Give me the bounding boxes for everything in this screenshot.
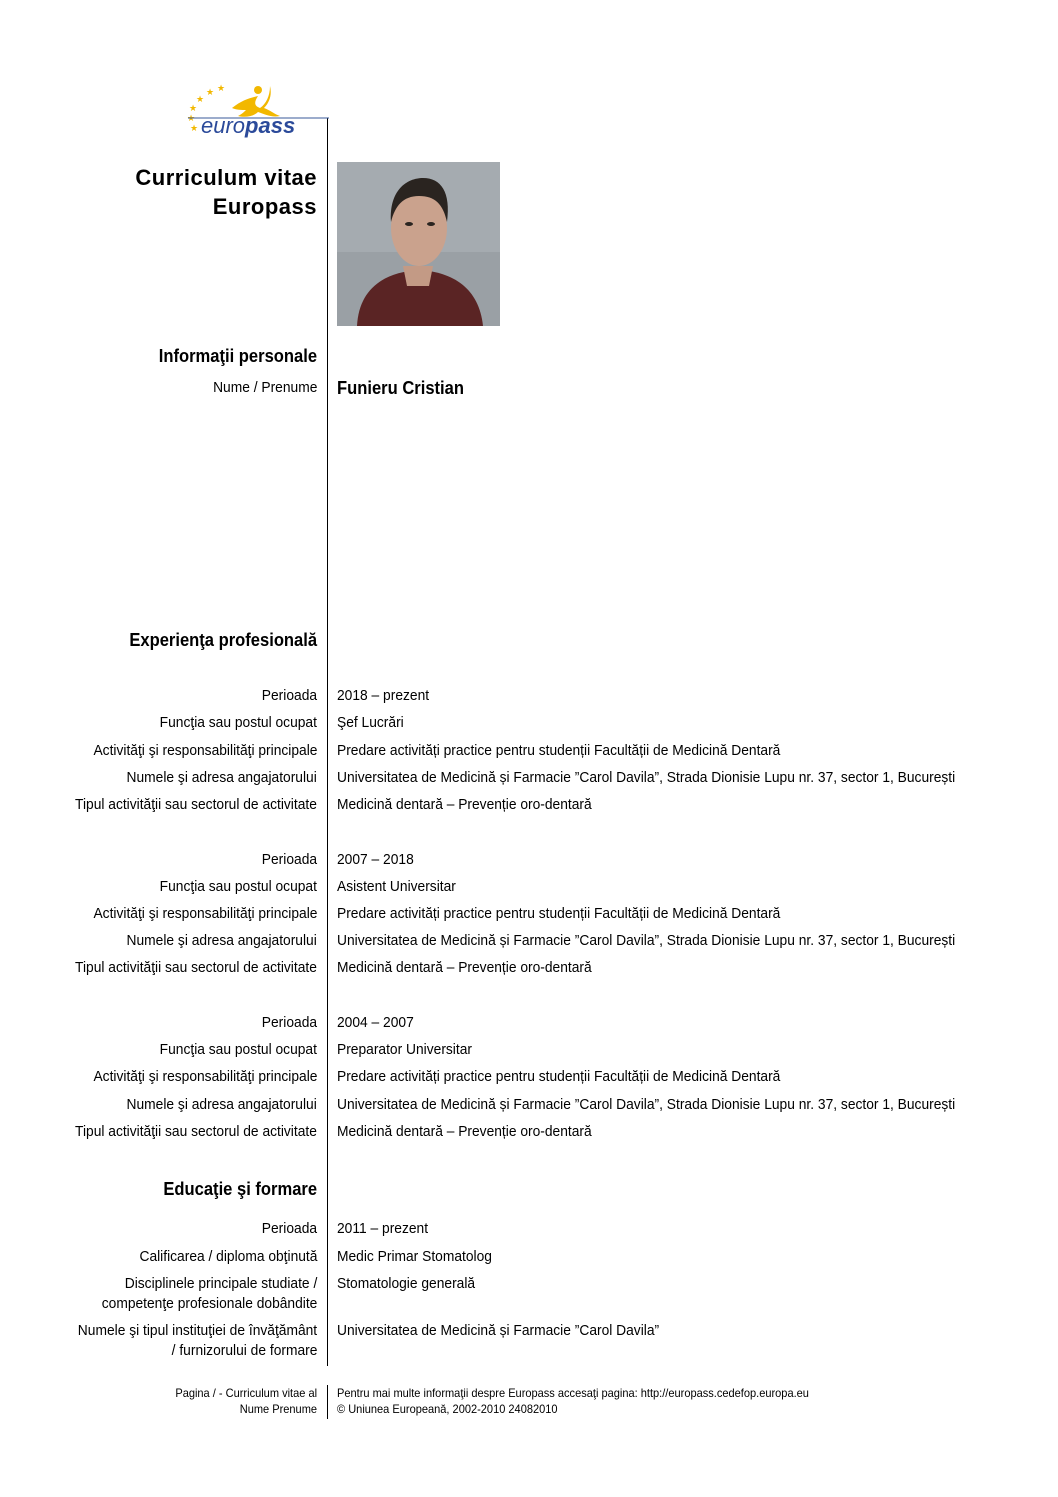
institution-label-line-1: Numele şi tipul instituţiei de învăţământ — [77, 1322, 317, 1339]
svg-text:★: ★ — [190, 124, 199, 134]
subjects-label-line-2: competenţe profesionale dobândite — [101, 1295, 317, 1312]
employer-label: Numele şi adresa angajatorului — [126, 1096, 317, 1113]
sector-value: Medicină dentară – Prevenție oro-dentară — [337, 1123, 592, 1140]
svg-text:★: ★ — [189, 104, 198, 114]
activities-label: Activităţi şi responsabilităţi principale — [93, 1068, 317, 1085]
profile-photo — [337, 162, 500, 326]
period-label: Perioada — [261, 851, 317, 868]
activities-value: Predare activități practice pentru studenții Facultății de Medicină Dentară — [337, 1068, 781, 1085]
footer-divider — [327, 1385, 328, 1419]
activities-label: Activităţi şi responsabilităţi principale — [93, 905, 317, 922]
column-divider — [327, 118, 328, 1366]
footer-right-line-1: Pentru mai multe informaţii despre Europass accesaţi pagina: http://europass.cedefop.europa.eu — [337, 1386, 809, 1400]
employer-value: Universitatea de Medicină și Farmacie ”Carol Davila”, Strada Dionisie Lupu nr. 37, sector 1, București — [337, 1096, 956, 1113]
person-photo-icon — [337, 162, 500, 326]
svg-text:★: ★ — [217, 84, 226, 94]
logo-text-pass: pass — [245, 113, 296, 138]
subjects-value: Stomatologie generală — [337, 1275, 476, 1292]
svg-text:★: ★ — [206, 88, 215, 98]
footer-left-line-2: Nume Prenume — [239, 1402, 317, 1416]
activities-label: Activităţi şi responsabilităţi principale — [93, 742, 317, 759]
cv-title — [135, 163, 317, 221]
cv-title-line-1: Curriculum vitae — [135, 165, 317, 190]
position-value: Asistent Universitar — [337, 878, 456, 895]
name-value: Funieru Cristian — [337, 378, 464, 398]
employer-label: Numele şi adresa angajatorului — [126, 769, 317, 786]
position-label: Funcţia sau postul ocupat — [159, 714, 317, 731]
svg-text:★: ★ — [196, 95, 205, 105]
employer-value: Universitatea de Medicină și Farmacie ”Carol Davila”, Strada Dionisie Lupu nr. 37, sector 1, București — [337, 769, 956, 786]
edu-period-label: Perioada — [261, 1220, 317, 1237]
period-label: Perioada — [261, 687, 317, 704]
position-label: Funcţia sau postul ocupat — [159, 1041, 317, 1058]
period-value: 2007 – 2018 — [337, 851, 414, 868]
activities-value: Predare activități practice pentru studenții Facultății de Medicină Dentară — [337, 905, 781, 922]
footer-right-line-2: © Uniunea Europeană, 2002-2010 24082010 — [337, 1402, 558, 1416]
cv-title-line-2: Europass — [212, 194, 317, 219]
education-heading: Educaţie şi formare — [163, 1179, 317, 1199]
period-value: 2018 – prezent — [337, 687, 430, 704]
sector-label: Tipul activităţii sau sectorul de activitate — [75, 1123, 317, 1140]
footer-left-line-1: Pagina / - Curriculum vitae al — [175, 1386, 317, 1400]
edu-period-value: 2011 – prezent — [337, 1220, 429, 1237]
sector-value: Medicină dentară – Prevenție oro-dentară — [337, 796, 592, 813]
institution-label-line-2: / furnizorului de formare — [171, 1342, 317, 1359]
sector-label: Tipul activităţii sau sectorul de activitate — [75, 796, 317, 813]
subjects-label-line-1: Disciplinele principale studiate / — [124, 1275, 317, 1292]
experience-heading: Experienţa profesională — [129, 630, 317, 650]
personal-info-heading: Informaţii personale — [158, 346, 317, 366]
europass-logo — [184, 78, 329, 140]
name-label: Nume / Prenume — [212, 379, 317, 396]
institution-value: Universitatea de Medicină și Farmacie ”Carol Davila” — [337, 1322, 660, 1339]
employer-label: Numele şi adresa angajatorului — [126, 932, 317, 949]
qualification-label: Calificarea / diploma obţinută — [139, 1248, 317, 1265]
period-label: Perioada — [261, 1014, 317, 1031]
sector-label: Tipul activităţii sau sectorul de activitate — [75, 959, 317, 976]
position-label: Funcţia sau postul ocupat — [159, 878, 317, 895]
position-value: Preparator Universitar — [337, 1041, 472, 1058]
europass-logo-text — [201, 113, 295, 139]
period-value: 2004 – 2007 — [337, 1014, 414, 1031]
qualification-value: Medic Primar Stomatolog — [337, 1248, 492, 1265]
svg-text:★: ★ — [187, 114, 196, 124]
sector-value: Medicină dentară – Prevenție oro-dentară — [337, 959, 592, 976]
employer-value: Universitatea de Medicină și Farmacie ”Carol Davila”, Strada Dionisie Lupu nr. 37, sector 1, București — [337, 932, 956, 949]
position-value: Şef Lucrări — [337, 714, 404, 731]
logo-text-euro: euro — [201, 113, 246, 138]
activities-value: Predare activități practice pentru studenții Facultății de Medicină Dentară — [337, 742, 781, 759]
